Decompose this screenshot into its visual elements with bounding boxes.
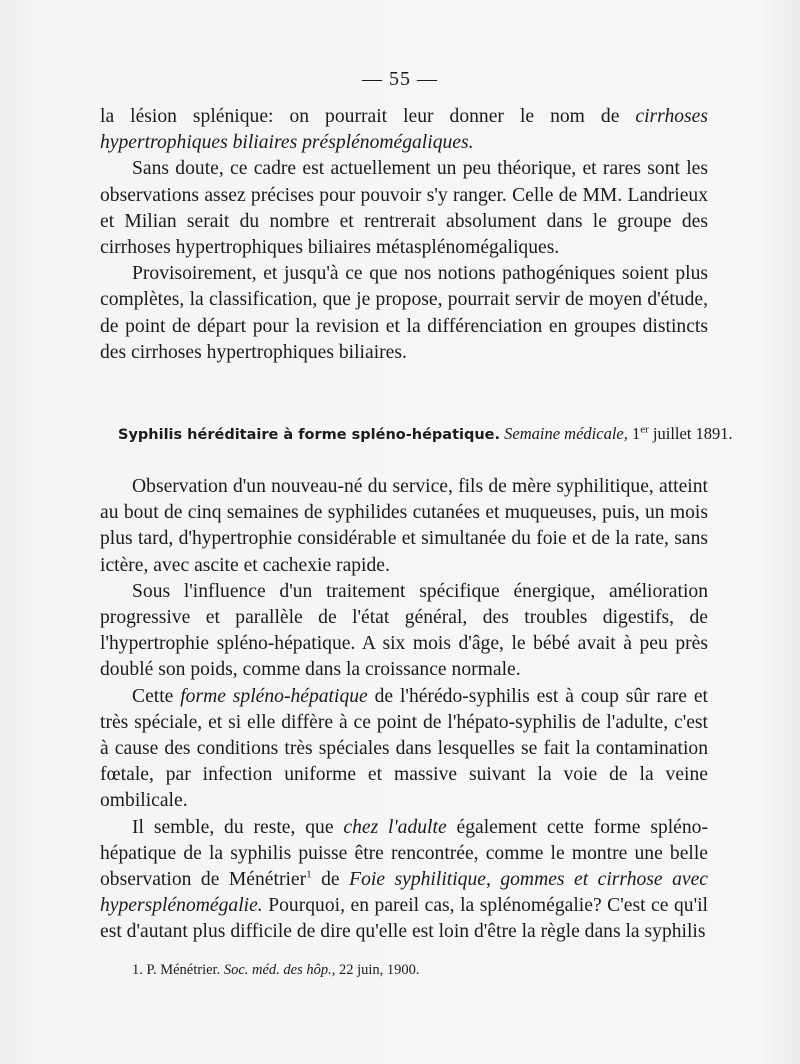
footnote-journal: Soc. méd. des hôp., [223, 962, 336, 978]
paragraph [100, 579, 708, 684]
paragraph-text: Sans doute, ce cadre est actuellement un peu théorique, et rares sont les observations assez précises pour pouvoir s'y ranger. Celle de MM. Landrieux et Milian serait du nombre et rentrerait absolument dans le groupe des cirrhoses hypertrophiques biliaires métasplénomégaliques. [100, 158, 708, 259]
paragraph-text: Foie syphilitique, gommes et cirrhose avec hypersplénomégalie. [100, 869, 709, 917]
footnote-author: P. Ménétrier. [146, 962, 221, 978]
footnote-number: 1. [132, 962, 143, 978]
paragraph-text: de [311, 869, 350, 891]
paragraph [100, 474, 708, 579]
article-date-day: 1 [631, 424, 641, 443]
paragraph-text: cirrhoses hypertrophiques biliaires présplénomégaliques. [100, 106, 708, 154]
paragraph-text: chez l'adulte [343, 816, 447, 838]
article-title: Syphilis héréditaire à forme spléno-hépatique. [118, 427, 501, 443]
footnote [132, 960, 712, 980]
paragraph-text: Il semble, du reste, que [132, 816, 344, 838]
article-journal: Semaine médicale, [504, 424, 628, 443]
paragraph [100, 261, 708, 366]
paragraph-text: de l'hérédo-syphilis est à coup sûr rare et très spéciale, et si elle diffère à ce point de l'hépato-syphilis de l'adulte, c'est à cause des conditions très spéciales dans lesquelles se fait la contamination fœtale, par infection uniforme et massive suivant la voie de la veine ombilicale. [100, 685, 709, 812]
body-text-top [100, 104, 708, 366]
footnote-date: 22 juin, 1900. [339, 962, 420, 978]
paragraph-text: également cette forme spléno-hépatique de la syphilis puisse être rencontrée, comme le montre une belle observation de Ménétrier [100, 816, 708, 891]
paragraph [100, 684, 708, 815]
page-number: — 55 — [362, 68, 438, 90]
body-text-bottom [100, 474, 708, 946]
paragraph-text: Observation d'un nouveau-né du service, fils de mère syphilitique, atteint au bout de cinq semaines de syphilides cutanées et muqueuses, puis, un mois plus tard, d'hypertrophie considérable et simultanée du foie et de la rate, sans ictère, avec ascite et cachexie rapide. [100, 476, 708, 576]
paragraph [100, 104, 708, 156]
paragraph [100, 156, 708, 261]
paragraph-text: la lésion splénique: on pourrait leur donner le nom de [100, 106, 636, 127]
paragraph-text: Sous l'influence d'un traitement spécifique énergique, amélioration progressive et parallèle de l'état général, des troubles digestifs, de l'hypertrophie spléno-hépatique. A six mois d'âge, le bébé avait à peu près doublé son poids, comme dans la croissance normale. [100, 580, 708, 681]
article-heading [118, 423, 733, 446]
paragraph-text: Cette [132, 685, 181, 707]
footnote-ref: 1 [306, 868, 312, 881]
paragraph [100, 815, 708, 946]
article-date-rest: juillet 1891. [648, 424, 733, 443]
paragraph-text: Provisoirement, et jusqu'à ce que nos notions pathogéniques soient plus complètes, la classification, que je propose, pourrait servir de moyen d'étude, de point de départ pour la revision et la différenciation en groupes distincts des cirrhoses hypertrophiques biliaires. [100, 263, 708, 363]
paragraph-text: forme spléno-hépatique [180, 685, 368, 707]
article-date-sup: er [640, 423, 649, 436]
paragraph-text: Pourquoi, en pareil cas, la splénomégalie? C'est ce qu'il est d'autant plus difficile de dire qu'elle est loin d'être la règle dans la syphilis [100, 895, 708, 943]
